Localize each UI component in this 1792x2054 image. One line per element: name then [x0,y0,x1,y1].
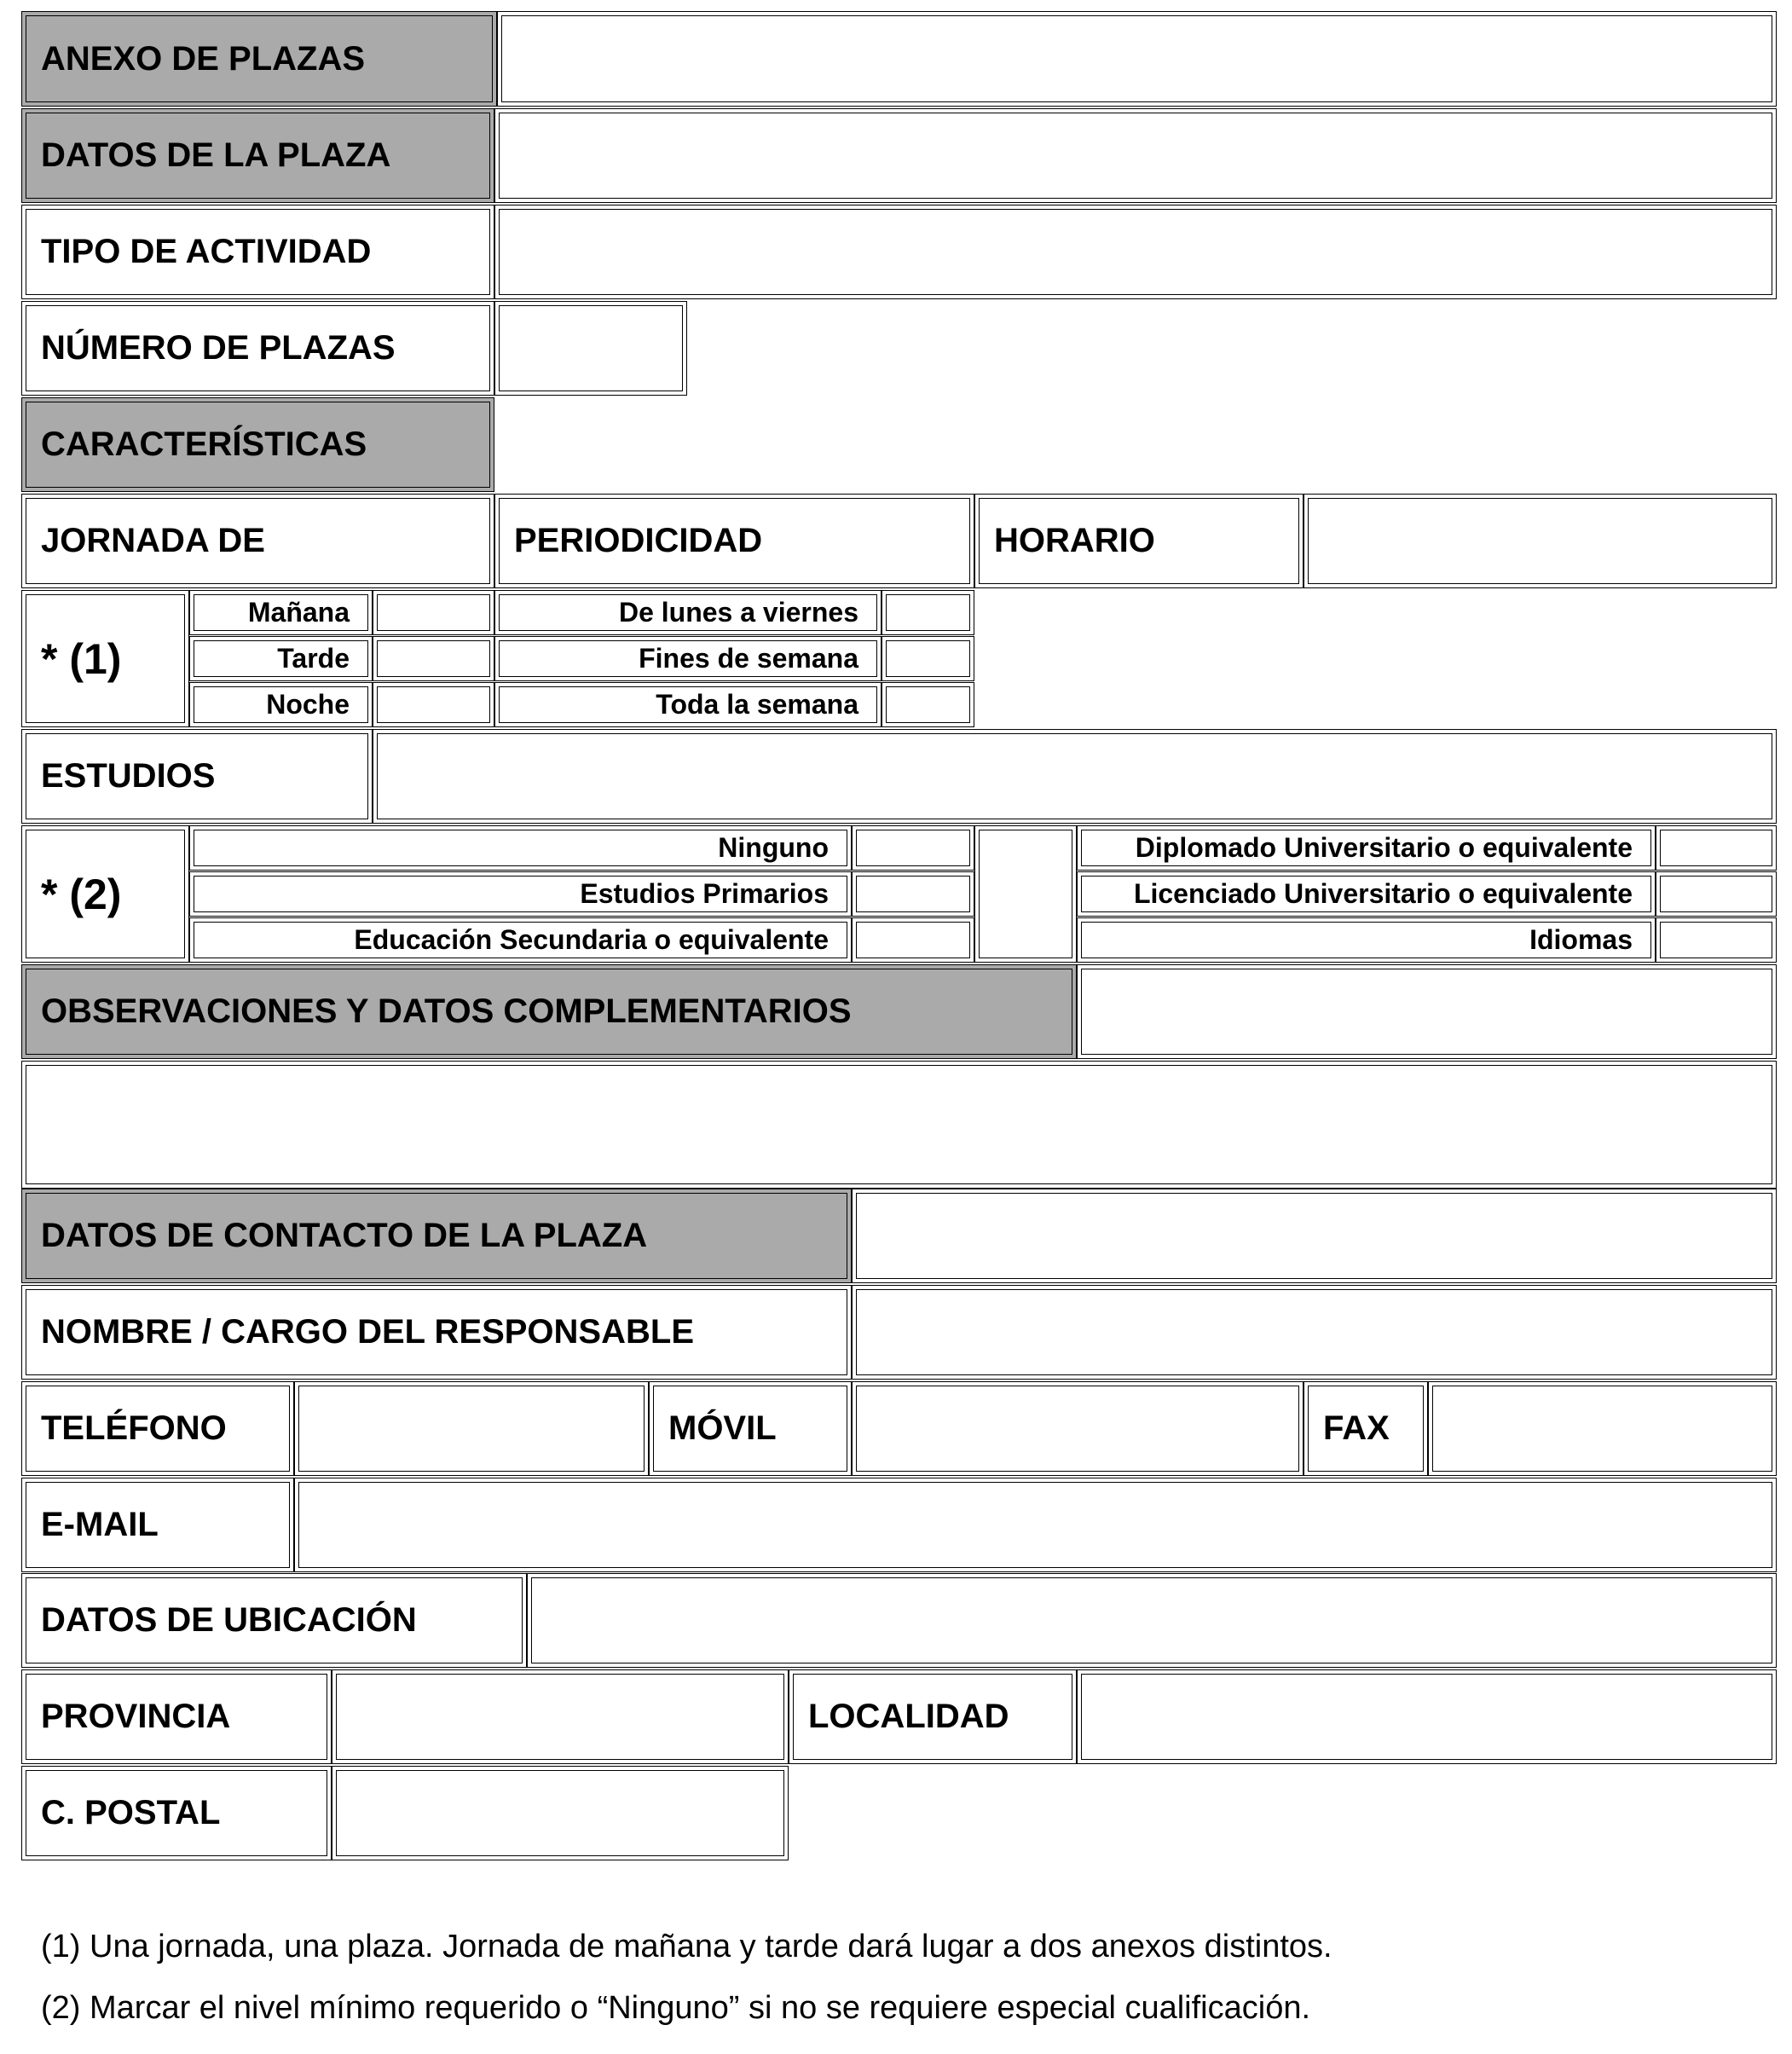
estudio-diplomado-label: Diplomado Universitario o equivalente [1077,825,1656,871]
responsable-field[interactable] [852,1285,1777,1380]
cpostal-field[interactable] [332,1766,789,1860]
jornada-marker: * (1) [21,590,189,727]
fax-label: FAX [1304,1381,1428,1476]
numero-plazas-label: NÚMERO DE PLAZAS [21,301,494,396]
estudio-idiomas-label: Idiomas [1077,917,1656,963]
fax-field[interactable] [1428,1381,1777,1476]
responsable-label: NOMBRE / CARGO DEL RESPONSABLE [21,1285,852,1380]
footnote-1: (1) Una jornada, una plaza. Jornada de mañana y tarde dará lugar a dos anexos distintos. [41,1929,1332,1964]
estudio-idiomas-checkbox[interactable] [1656,917,1777,963]
turno-manana-checkbox[interactable] [373,590,494,635]
periodo-toda-semana-label: Toda la semana [494,682,882,727]
turno-noche-label: Noche [189,682,373,727]
estudio-ninguno-checkbox[interactable] [852,825,974,871]
observaciones-field[interactable] [21,1061,1777,1189]
estudio-licenciado-label: Licenciado Universitario o equivalente [1077,871,1656,917]
contacto-label: DATOS DE CONTACTO DE LA PLAZA [21,1189,852,1283]
estudios-spacer [974,825,1077,963]
observaciones-label: OBSERVACIONES Y DATOS COMPLEMENTARIOS [21,964,1077,1059]
periodo-fines-semana-checkbox[interactable] [882,636,974,681]
estudio-licenciado-checkbox[interactable] [1656,871,1777,917]
jornada-label: JORNADA DE [21,494,494,588]
tipo-actividad-field[interactable] [494,205,1777,299]
numero-plazas-field[interactable] [494,301,687,396]
provincia-field[interactable] [332,1669,789,1764]
horario-label: HORARIO [974,494,1304,588]
contacto-field[interactable] [852,1189,1777,1283]
movil-field[interactable] [852,1381,1304,1476]
turno-manana-label: Mañana [189,590,373,635]
estudio-primarios-checkbox[interactable] [852,871,974,917]
tipo-actividad-label: TIPO DE ACTIVIDAD [21,205,494,299]
observaciones-header-field[interactable] [1077,964,1777,1059]
ubicacion-field[interactable] [527,1573,1777,1668]
datos-plaza-label: DATOS DE LA PLAZA [21,108,494,203]
email-label: E-MAIL [21,1478,294,1572]
localidad-label: LOCALIDAD [789,1669,1077,1764]
horario-field[interactable] [1304,494,1777,588]
email-field[interactable] [294,1478,1777,1572]
caracteristicas-label: CARACTERÍSTICAS [21,397,494,492]
movil-label: MÓVIL [649,1381,852,1476]
periodo-toda-semana-checkbox[interactable] [882,682,974,727]
periodo-lunes-viernes-label: De lunes a viernes [494,590,882,635]
periodo-lunes-viernes-checkbox[interactable] [882,590,974,635]
telefono-field[interactable] [294,1381,649,1476]
turno-tarde-checkbox[interactable] [373,636,494,681]
cpostal-label: C. POSTAL [21,1766,332,1860]
periodo-fines-semana-label: Fines de semana [494,636,882,681]
estudios-label: ESTUDIOS [21,729,373,824]
footnote-2: (2) Marcar el nivel mínimo requerido o “Ninguno” si no se requiere especial cualificación. [41,1990,1311,2026]
estudio-diplomado-checkbox[interactable] [1656,825,1777,871]
localidad-field[interactable] [1077,1669,1777,1764]
estudio-ninguno-label: Ninguno [189,825,852,871]
anexo-label: ANEXO DE PLAZAS [21,11,497,107]
provincia-label: PROVINCIA [21,1669,332,1764]
ubicacion-label: DATOS DE UBICACIÓN [21,1573,527,1668]
estudio-primarios-label: Estudios Primarios [189,871,852,917]
estudio-secundaria-checkbox[interactable] [852,917,974,963]
estudios-marker: * (2) [21,825,189,963]
turno-noche-checkbox[interactable] [373,682,494,727]
periodicidad-label: PERIODICIDAD [494,494,974,588]
datos-plaza-field[interactable] [494,108,1777,203]
estudios-field[interactable] [373,729,1777,824]
turno-tarde-label: Tarde [189,636,373,681]
telefono-label: TELÉFONO [21,1381,294,1476]
estudio-secundaria-label: Educación Secundaria o equivalente [189,917,852,963]
anexo-field[interactable] [497,11,1777,107]
